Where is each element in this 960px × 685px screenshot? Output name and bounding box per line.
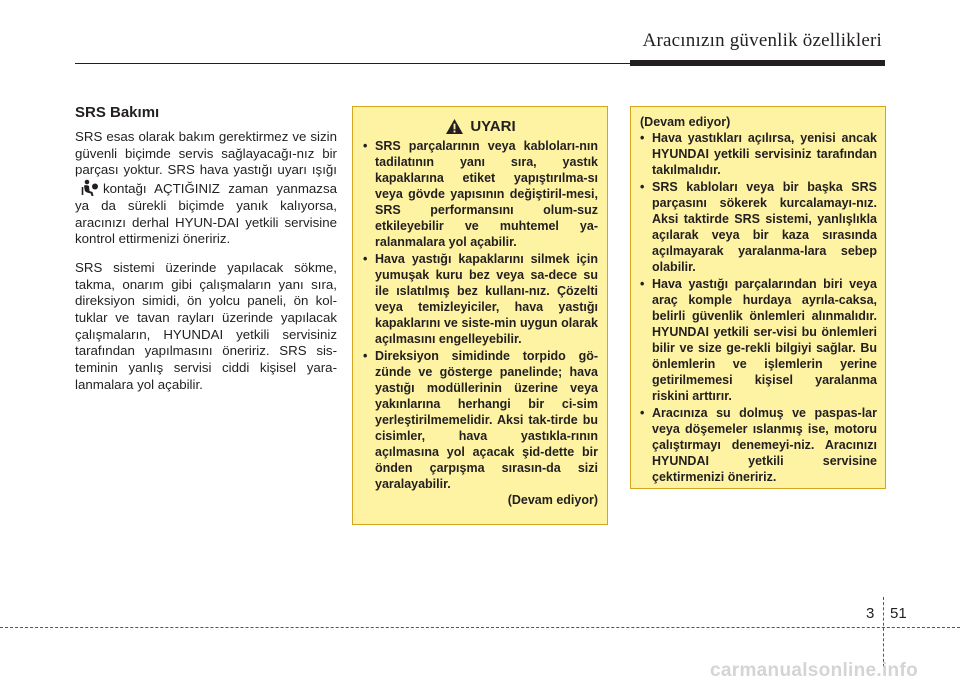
- list-item: • Direksiyon simidinde torpido gö-zünde ve gösterge panelinde; hava yastığı modüllerinin üzerine veya yakınlarına herhangi bir ci-sim yerleştirilmemelidir. Aksi tak-tirde bu cisimler, hava yastıkla-rının açılmasına yol açacak şid-dette bir önden çarpışma sırasın-da sizi yaralayabilir.: [363, 349, 598, 491]
- continued-label: (Devam ediyor): [640, 115, 731, 129]
- header-title: Aracınızın güvenlik özellikleri: [642, 30, 882, 51]
- warning-title: UYARI: [470, 118, 516, 135]
- warning-box: [352, 106, 608, 525]
- list-item: • Hava yastığı parçalarından biri veya araç komple hurdaya ayrıla-caksa, belirli güvenlik önlemleri alınmalıdır. HYUNDAI yetkili ser-visi bu önlemleri bilir ve size ge-rekli bilgiyi sağlar. Bu önlemlerin ve işlemlerin yerine getirilmemesi kişisel yaralanma riskini arttırır.: [640, 277, 877, 403]
- list-item: • SRS parçalarının veya kabloları-nın tadilatının yanı sıra, yastık kapaklarına etiket yapıştırılma-sı veya gövde yapısının değiştiril-mesi, SRS performansını olum-suz etkileyebilir ve muhtemel ya-ralanmalara yol açabilir.: [363, 139, 598, 249]
- warning-header: [363, 118, 598, 135]
- continued-warning-box: [630, 106, 886, 489]
- service-paragraph: SRS sistemi üzerinde yapılacak sökme, takma, onarım gibi çalışmaların yanı sıra, direksiyon simidi, ön yolcu paneli, ön kol-tuklar ve tavan rayları üzerinde yapılacak çalışmaların, HYUNDAI yetkili servisiniz tarafından yapılmasını öneririz. SRS sis-teminin yanlış servisi ciddi kişisel yara-lanmalara yol açabilir.: [75, 259, 337, 392]
- header-rule-accent: [630, 60, 885, 66]
- page-number-divider: [883, 597, 884, 667]
- list-item: • SRS kabloları veya bir başka SRS parçasını sökerek kurcalamayı-nız. Aksi taktirde SRS sistemi, yanlışlıkla açılarak veya bir kaza sırasında açılmayarak yaralanma-lara sebep olabilir.: [640, 180, 877, 274]
- section-title: SRS Bakımı: [75, 104, 160, 121]
- airbag-warning-icon: [79, 179, 99, 197]
- list-item: • Hava yastıkları açılırsa, yenisi ancak HYUNDAI yetkili servisiniz tarafından takılmalıdır.: [640, 131, 877, 177]
- warning-triangle-icon: [445, 118, 464, 135]
- warning-list: [363, 138, 598, 492]
- list-item: • Hava yastığı kapaklarını silmek için yumuşak kuru bez veya sa-dece su ile ıslatılmış bez kullanı-nız. Çözelti veya temizleyiciler, hava yastığı kapaklarını ve siste-min uygun olarak açılmasını engelleyebilir.: [363, 252, 598, 346]
- maintenance-paragraph: [75, 129, 337, 248]
- continued-label: (Devam ediyor): [507, 493, 598, 507]
- continued-warning-list: [640, 130, 877, 485]
- left-column: [75, 104, 337, 406]
- page-number: 51: [890, 605, 907, 622]
- paragraph-part-1: SRS esas olarak bakım gerektirmez ve sizin güvenli biçimde servis sağlayacağı-nız bir parçası yoktur. SRS hava yastığı uyarı ışığı: [75, 129, 337, 178]
- list-item: • Aracınıza su dolmuş ve paspas-lar veya döşemeler ıslanmış ise, motoru çalıştırmayı denemeyi-niz. Aracınızı HYUNDAI yetkili servisine çektirmenizi öneririz.: [640, 406, 877, 484]
- watermark: carmanualsonline.info: [710, 660, 918, 681]
- footer-divider: [0, 627, 960, 628]
- chapter-number: 3: [866, 605, 875, 622]
- paragraph-part-2: kontağı AÇTIĞINIZ zaman yanmazsa ya da sürekli biçimde yanık kalıyorsa, aracınızı derhal HYUN-DAI yetkili servisine kontrol ettirmenizi öneririz.: [75, 181, 337, 247]
